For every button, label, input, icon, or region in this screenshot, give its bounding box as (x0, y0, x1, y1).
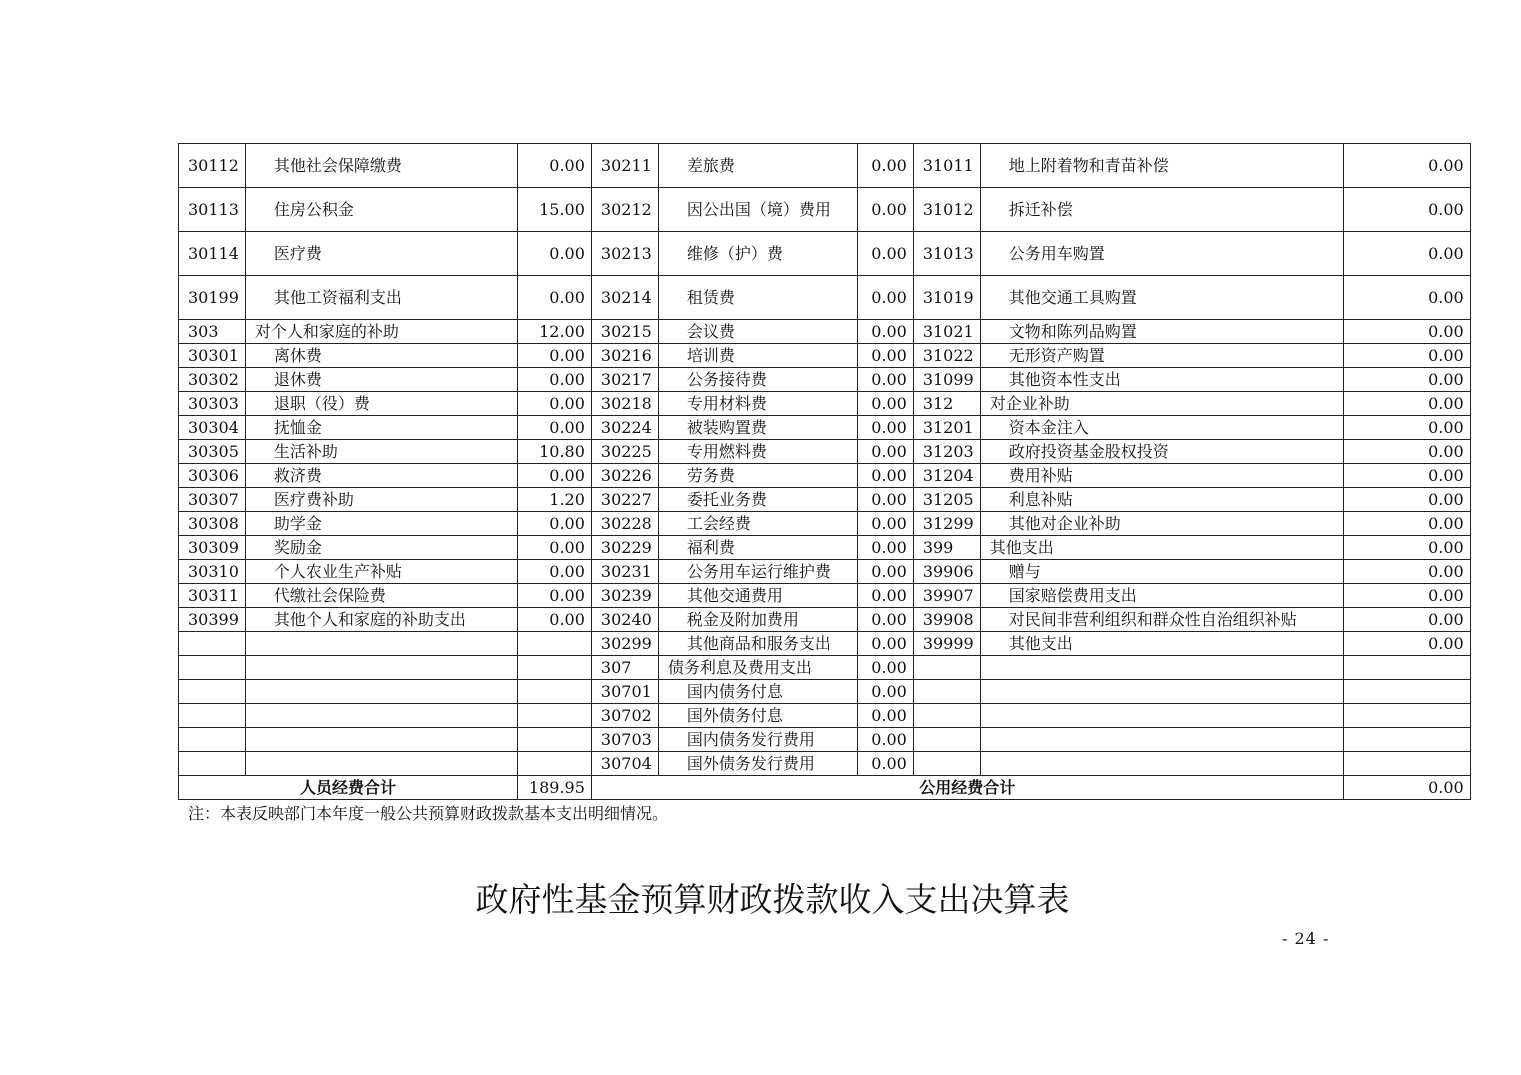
personnel-total-label: 人员经费合计 (179, 776, 518, 800)
table-row (179, 232, 1471, 276)
account-code (913, 680, 980, 704)
account-code: 30113 (179, 188, 246, 232)
account-code: 303 (179, 320, 246, 344)
amount: 0.00 (1343, 560, 1470, 584)
account-code: 30703 (591, 728, 658, 752)
account-code: 39999 (913, 632, 980, 656)
table-row (179, 680, 1471, 704)
account-name: 其他交通费用 (658, 584, 857, 608)
account-code: 30229 (591, 536, 658, 560)
amount (1343, 656, 1470, 680)
amount: 10.80 (517, 440, 591, 464)
account-name: 维修（护）费 (658, 232, 857, 276)
account-name: 其他交通工具购置 (980, 276, 1343, 320)
amount: 0.00 (1343, 608, 1470, 632)
account-name: 地上附着物和青苗补偿 (980, 144, 1343, 188)
account-code: 30217 (591, 368, 658, 392)
account-name: 其他个人和家庭的补助支出 (245, 608, 517, 632)
table-row (179, 656, 1471, 680)
account-code: 30308 (179, 512, 246, 536)
account-code (179, 752, 246, 776)
account-name: 劳务费 (658, 464, 857, 488)
account-code: 30302 (179, 368, 246, 392)
account-name: 利息补贴 (980, 488, 1343, 512)
account-name: 其他支出 (980, 632, 1343, 656)
account-code: 30211 (591, 144, 658, 188)
amount: 0.00 (1343, 232, 1470, 276)
amount: 0.00 (1343, 392, 1470, 416)
account-code: 30311 (179, 584, 246, 608)
amount: 0.00 (1343, 188, 1470, 232)
account-name: 税金及附加费用 (658, 608, 857, 632)
personnel-total-value: 189.95 (517, 776, 591, 800)
account-code (179, 632, 246, 656)
table-row (179, 512, 1471, 536)
account-code: 30216 (591, 344, 658, 368)
account-code: 312 (913, 392, 980, 416)
amount: 0.00 (857, 344, 913, 368)
amount: 0.00 (857, 368, 913, 392)
table-row (179, 320, 1471, 344)
account-name: 其他工资福利支出 (245, 276, 517, 320)
account-code: 307 (591, 656, 658, 680)
account-name: 国外债务付息 (658, 704, 857, 728)
account-code (913, 656, 980, 680)
account-code: 30299 (591, 632, 658, 656)
table-note: 注：本表反映部门本年度一般公共预算财政拨款基本支出明细情况。 (188, 804, 669, 823)
amount: 0.00 (1343, 276, 1470, 320)
amount: 0.00 (517, 560, 591, 584)
account-code: 30704 (591, 752, 658, 776)
amount: 0.00 (857, 752, 913, 776)
account-name: 奖励金 (245, 536, 517, 560)
amount: 0.00 (517, 144, 591, 188)
table-row (179, 608, 1471, 632)
account-code: 30309 (179, 536, 246, 560)
amount: 0.00 (1343, 584, 1470, 608)
table-row (179, 440, 1471, 464)
account-name: 费用补贴 (980, 464, 1343, 488)
table-row (179, 144, 1471, 188)
amount: 0.00 (517, 512, 591, 536)
amount: 0.00 (1343, 344, 1470, 368)
next-table-title: 政府性基金预算财政拨款收入支出决算表 (475, 880, 1070, 919)
amount (517, 680, 591, 704)
account-name: 其他对企业补助 (980, 512, 1343, 536)
account-name: 其他社会保障缴费 (245, 144, 517, 188)
amount: 0.00 (857, 440, 913, 464)
amount: 0.00 (857, 276, 913, 320)
account-code: 30399 (179, 608, 246, 632)
amount: 0.00 (517, 608, 591, 632)
account-name: 离休费 (245, 344, 517, 368)
account-name: 对企业补助 (980, 392, 1343, 416)
amount: 0.00 (517, 584, 591, 608)
table-row (179, 584, 1471, 608)
amount: 0.00 (857, 728, 913, 752)
account-name (245, 680, 517, 704)
amount: 0.00 (857, 536, 913, 560)
table-row (179, 560, 1471, 584)
account-code: 30304 (179, 416, 246, 440)
account-code (179, 704, 246, 728)
amount (1343, 704, 1470, 728)
amount: 0.00 (857, 584, 913, 608)
account-code (913, 752, 980, 776)
amount: 0.00 (1343, 488, 1470, 512)
public-total-label: 公用经费合计 (591, 776, 1343, 800)
amount: 0.00 (517, 536, 591, 560)
account-code: 30225 (591, 440, 658, 464)
amount: 0.00 (1343, 536, 1470, 560)
amount: 0.00 (857, 488, 913, 512)
table-row (179, 464, 1471, 488)
amount: 0.00 (517, 392, 591, 416)
account-code (913, 728, 980, 752)
amount: 0.00 (517, 368, 591, 392)
account-code: 31201 (913, 416, 980, 440)
amount: 15.00 (517, 188, 591, 232)
account-code: 39908 (913, 608, 980, 632)
account-code: 30306 (179, 464, 246, 488)
account-code: 30701 (591, 680, 658, 704)
amount: 0.00 (857, 188, 913, 232)
account-code (913, 704, 980, 728)
account-name: 租赁费 (658, 276, 857, 320)
account-code: 30301 (179, 344, 246, 368)
account-name: 福利费 (658, 536, 857, 560)
account-code: 31204 (913, 464, 980, 488)
table-row (179, 276, 1471, 320)
amount: 0.00 (857, 704, 913, 728)
account-name: 被装购置费 (658, 416, 857, 440)
amount: 0.00 (517, 416, 591, 440)
amount: 0.00 (857, 392, 913, 416)
account-name: 工会经费 (658, 512, 857, 536)
account-code: 30702 (591, 704, 658, 728)
account-code: 30212 (591, 188, 658, 232)
table-row (179, 728, 1471, 752)
page-number: - 24 - (1282, 929, 1330, 948)
account-code: 30227 (591, 488, 658, 512)
account-name: 公务用车购置 (980, 232, 1343, 276)
account-code: 31205 (913, 488, 980, 512)
table-row (179, 368, 1471, 392)
account-name: 抚恤金 (245, 416, 517, 440)
amount: 0.00 (517, 276, 591, 320)
account-code (179, 728, 246, 752)
amount (1343, 728, 1470, 752)
account-name: 国家赔偿费用支出 (980, 584, 1343, 608)
account-name: 因公出国（境）费用 (658, 188, 857, 232)
account-name (245, 656, 517, 680)
account-name: 救济费 (245, 464, 517, 488)
account-code: 30303 (179, 392, 246, 416)
amount (517, 656, 591, 680)
account-code (179, 656, 246, 680)
account-name: 拆迁补偿 (980, 188, 1343, 232)
account-name: 助学金 (245, 512, 517, 536)
account-name: 医疗费补助 (245, 488, 517, 512)
account-name: 专用燃料费 (658, 440, 857, 464)
amount: 0.00 (857, 464, 913, 488)
account-name: 专用材料费 (658, 392, 857, 416)
account-name (245, 728, 517, 752)
amount (1343, 680, 1470, 704)
amount: 0.00 (857, 560, 913, 584)
account-code: 30218 (591, 392, 658, 416)
account-name (980, 656, 1343, 680)
account-name: 个人农业生产补贴 (245, 560, 517, 584)
amount: 0.00 (517, 344, 591, 368)
account-code: 30240 (591, 608, 658, 632)
amount: 1.20 (517, 488, 591, 512)
account-code: 30112 (179, 144, 246, 188)
account-name: 政府投资基金股权投资 (980, 440, 1343, 464)
account-code: 30199 (179, 276, 246, 320)
account-code: 399 (913, 536, 980, 560)
account-code (179, 680, 246, 704)
amount: 0.00 (857, 512, 913, 536)
account-name: 会议费 (658, 320, 857, 344)
amount (517, 752, 591, 776)
amount (517, 704, 591, 728)
amount: 0.00 (857, 144, 913, 188)
account-name: 其他商品和服务支出 (658, 632, 857, 656)
account-code: 31021 (913, 320, 980, 344)
account-name (245, 752, 517, 776)
account-name: 委托业务费 (658, 488, 857, 512)
amount: 12.00 (517, 320, 591, 344)
account-name: 退休费 (245, 368, 517, 392)
table-row (179, 392, 1471, 416)
table-row (179, 188, 1471, 232)
account-code: 30226 (591, 464, 658, 488)
amount (1343, 752, 1470, 776)
amount (517, 728, 591, 752)
table-row (179, 344, 1471, 368)
account-name (245, 704, 517, 728)
account-code: 31299 (913, 512, 980, 536)
table-row (179, 488, 1471, 512)
account-name: 公务用车运行维护费 (658, 560, 857, 584)
account-name: 资本金注入 (980, 416, 1343, 440)
account-code: 31013 (913, 232, 980, 276)
amount: 0.00 (1343, 632, 1470, 656)
account-name: 培训费 (658, 344, 857, 368)
amount: 0.00 (1343, 368, 1470, 392)
account-code: 30305 (179, 440, 246, 464)
account-name: 退职（役）费 (245, 392, 517, 416)
table-row (179, 704, 1471, 728)
account-name: 对民间非营利组织和群众性自治组织补贴 (980, 608, 1343, 632)
account-name: 公务接待费 (658, 368, 857, 392)
account-name: 赠与 (980, 560, 1343, 584)
account-name: 生活补助 (245, 440, 517, 464)
account-code: 31019 (913, 276, 980, 320)
account-name: 住房公积金 (245, 188, 517, 232)
amount: 0.00 (857, 680, 913, 704)
amount: 0.00 (517, 464, 591, 488)
account-code: 31022 (913, 344, 980, 368)
account-code: 30214 (591, 276, 658, 320)
account-name: 债务利息及费用支出 (658, 656, 857, 680)
account-name: 国内债务付息 (658, 680, 857, 704)
account-name (245, 632, 517, 656)
amount: 0.00 (1343, 464, 1470, 488)
account-name: 医疗费 (245, 232, 517, 276)
account-name: 国内债务发行费用 (658, 728, 857, 752)
account-code: 30307 (179, 488, 246, 512)
account-code: 31203 (913, 440, 980, 464)
account-code: 30224 (591, 416, 658, 440)
account-code: 30213 (591, 232, 658, 276)
account-code: 30239 (591, 584, 658, 608)
amount: 0.00 (1343, 144, 1470, 188)
amount: 0.00 (857, 632, 913, 656)
account-code: 30310 (179, 560, 246, 584)
account-name (980, 704, 1343, 728)
amount (517, 632, 591, 656)
amount: 0.00 (1343, 320, 1470, 344)
amount: 0.00 (857, 416, 913, 440)
account-name: 其他支出 (980, 536, 1343, 560)
expenditure-detail-table (178, 143, 1471, 800)
table-row (179, 752, 1471, 776)
account-code: 30114 (179, 232, 246, 276)
table-body (179, 144, 1471, 776)
account-name (980, 728, 1343, 752)
table-row (179, 536, 1471, 560)
account-code: 39906 (913, 560, 980, 584)
account-name (980, 752, 1343, 776)
amount: 0.00 (857, 320, 913, 344)
amount: 0.00 (857, 656, 913, 680)
account-code: 31099 (913, 368, 980, 392)
account-name: 文物和陈列品购置 (980, 320, 1343, 344)
account-name: 对个人和家庭的补助 (245, 320, 517, 344)
account-code: 30231 (591, 560, 658, 584)
account-name: 差旅费 (658, 144, 857, 188)
table-row (179, 416, 1471, 440)
account-name: 国外债务发行费用 (658, 752, 857, 776)
account-name: 无形资产购置 (980, 344, 1343, 368)
amount: 0.00 (1343, 512, 1470, 536)
account-code: 30228 (591, 512, 658, 536)
amount: 0.00 (1343, 416, 1470, 440)
table-row (179, 632, 1471, 656)
account-code: 31012 (913, 188, 980, 232)
account-code: 39907 (913, 584, 980, 608)
amount: 0.00 (857, 608, 913, 632)
account-name (980, 680, 1343, 704)
amount: 0.00 (517, 232, 591, 276)
amount: 0.00 (857, 232, 913, 276)
account-name: 代缴社会保险费 (245, 584, 517, 608)
account-name: 其他资本性支出 (980, 368, 1343, 392)
public-total-value: 0.00 (1343, 776, 1470, 800)
amount: 0.00 (1343, 440, 1470, 464)
total-row (179, 776, 1471, 800)
account-code: 30215 (591, 320, 658, 344)
account-code: 31011 (913, 144, 980, 188)
